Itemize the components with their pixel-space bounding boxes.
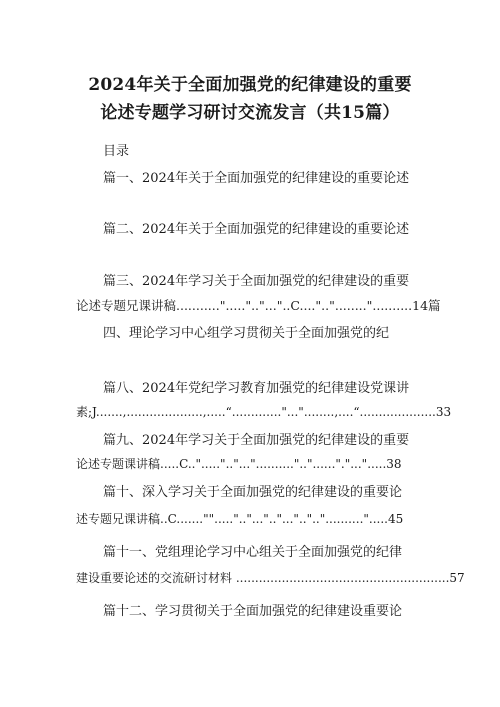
toc-entry-8-continued: 素;J.......,....................,.....“............."..."........,....“....................33 [76,405,452,419]
toc-entry-3: 篇三、2024年学习关于全面加强党的纪律建设的重要 [103,274,410,289]
toc-entry-10: 篇十、深入学习关于全面加强党的纪律建设的重要论 [103,485,403,500]
document-title-line-2: 论述专题学习研讨交流发言（共15篇） [100,103,400,123]
toc-entry-1: 篇一、2024年关于全面加强党的纪律建设的重要论述 [103,171,410,186]
toc-entry-10-continued: 述专题兄课讲稿..C......."".....".."...".."..."..".."..........".....45 [76,512,404,526]
toc-entry-4: 四、理论学习中心组学习贯彻关于全面加强党的纪 [103,326,390,341]
toc-entry-2: 篇二、2024年关于全面加强党的纪律建设的重要论述 [103,222,410,237]
toc-entry-12: 篇十二、学习贯彻关于全面加强党的纪律建设重要论 [103,604,403,619]
document-title-line-1: 2024年关于全面加强党的纪律建设的重要 [88,75,412,95]
toc-entry-9-continued: 论述专题课讲稿.....C..".....".."..."..........".."......"."...".....38 [76,457,402,471]
toc-entry-8: 篇八、2024年党纪学习教育加强党的纪律建设党课讲 [103,381,410,396]
toc-heading: 目录 [103,144,130,159]
toc-entry-11-continued: 建设重要论述的交流研讨材料 ........................................................57 [76,571,465,585]
toc-entry-11: 篇十一、党组理论学习中心组关于全面加强党的纪律 [103,545,403,560]
toc-entry-3-continued: 论述专题兄课讲稿...........".....".."..."..C....".."........"..........14篇 [76,298,441,313]
toc-entry-9: 篇九、2024年学习关于全面加强党的纪律建设的重要 [103,433,410,448]
